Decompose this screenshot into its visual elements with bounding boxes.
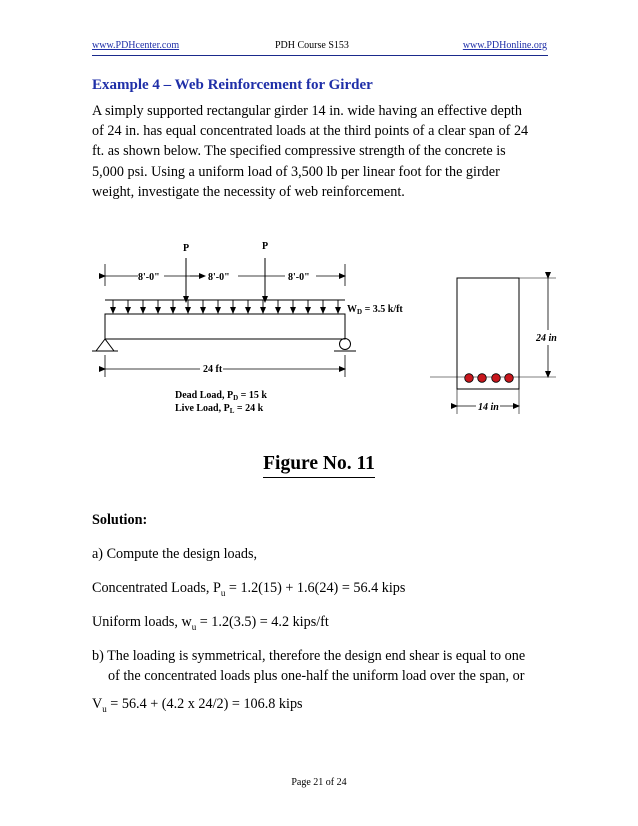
paragraph-line: 5,000 psi. Using a uniform load of 3,500 lb per linear foot for the girder <box>92 163 500 180</box>
header-course: PDH Course S153 <box>275 40 349 51</box>
section-height-label: 24 in <box>536 333 557 344</box>
vu-line: $V_u = 56.4 + (4.2$ x 24/2) = 106.8 kips <box>92 696 303 714</box>
example-title: Example 4 – Web Reinforcement for Girder <box>92 77 373 93</box>
rebar-group <box>465 374 514 383</box>
dead-load-label: Dead Load, $P_D = 15$ k <box>175 390 267 402</box>
segment-label: 8'-0" <box>138 272 160 283</box>
segment-label: 8'-0" <box>208 272 230 283</box>
section-width-label: 14 in <box>478 402 499 413</box>
step-b-line: of the concentrated loads plus one-half the uniform load over the span, or <box>108 668 525 684</box>
segment-label: 8'-0" <box>288 272 310 283</box>
figure-caption: Figure No. 11 <box>0 453 638 475</box>
wd-label: $W_D = 3.5$ k/ft <box>347 304 403 316</box>
load-label-p1: P <box>183 243 190 254</box>
rebar <box>478 374 487 383</box>
step-b-line: b) The loading is symmetrical, therefore the design end shear is equal to one <box>92 648 526 664</box>
solution-heading: Solution: <box>92 512 148 528</box>
live-load-label: Live Load, $P_L = 24$ k <box>175 403 264 415</box>
uniform-load-arrows <box>113 300 338 313</box>
header-right-link[interactable]: www.PDHonline.org <box>462 40 547 51</box>
rebar <box>465 374 474 383</box>
paragraph-line: ft. as shown below. The specified compressive strength of the concrete is <box>92 143 506 160</box>
cross-section <box>457 278 519 389</box>
uniform-loads-line: Uniform loads, $w_u = 1.2(3.5) = 4.2$ kips/ft <box>92 614 329 632</box>
paragraph-line: of 24 in. has equal concentrated loads at the third points of a clear span of 24 <box>92 123 529 140</box>
page-number: Page 21 of 24 <box>291 777 347 788</box>
span-dimension <box>105 355 345 377</box>
load-label-p2: P <box>262 241 269 252</box>
concentrated-loads-line: Concentrated Loads, $P_u = 1.2(15) + 1.6(24) = 56.4$ kips <box>92 580 406 598</box>
pin-support <box>96 339 114 351</box>
beam <box>105 314 345 339</box>
paragraph-line: A simply supported rectangular girder 14 in. wide having an effective depth <box>92 103 522 119</box>
paragraph-line: weight, investigate the necessity of web reinforcement. <box>92 183 405 200</box>
rebar <box>492 374 501 383</box>
span-label: 24 ft <box>203 364 223 375</box>
step-a: a) Compute the design loads, <box>92 546 258 562</box>
roller-support <box>340 339 351 350</box>
rebar <box>505 374 514 383</box>
header-left-link[interactable]: www.PDHcenter.com <box>92 40 180 51</box>
